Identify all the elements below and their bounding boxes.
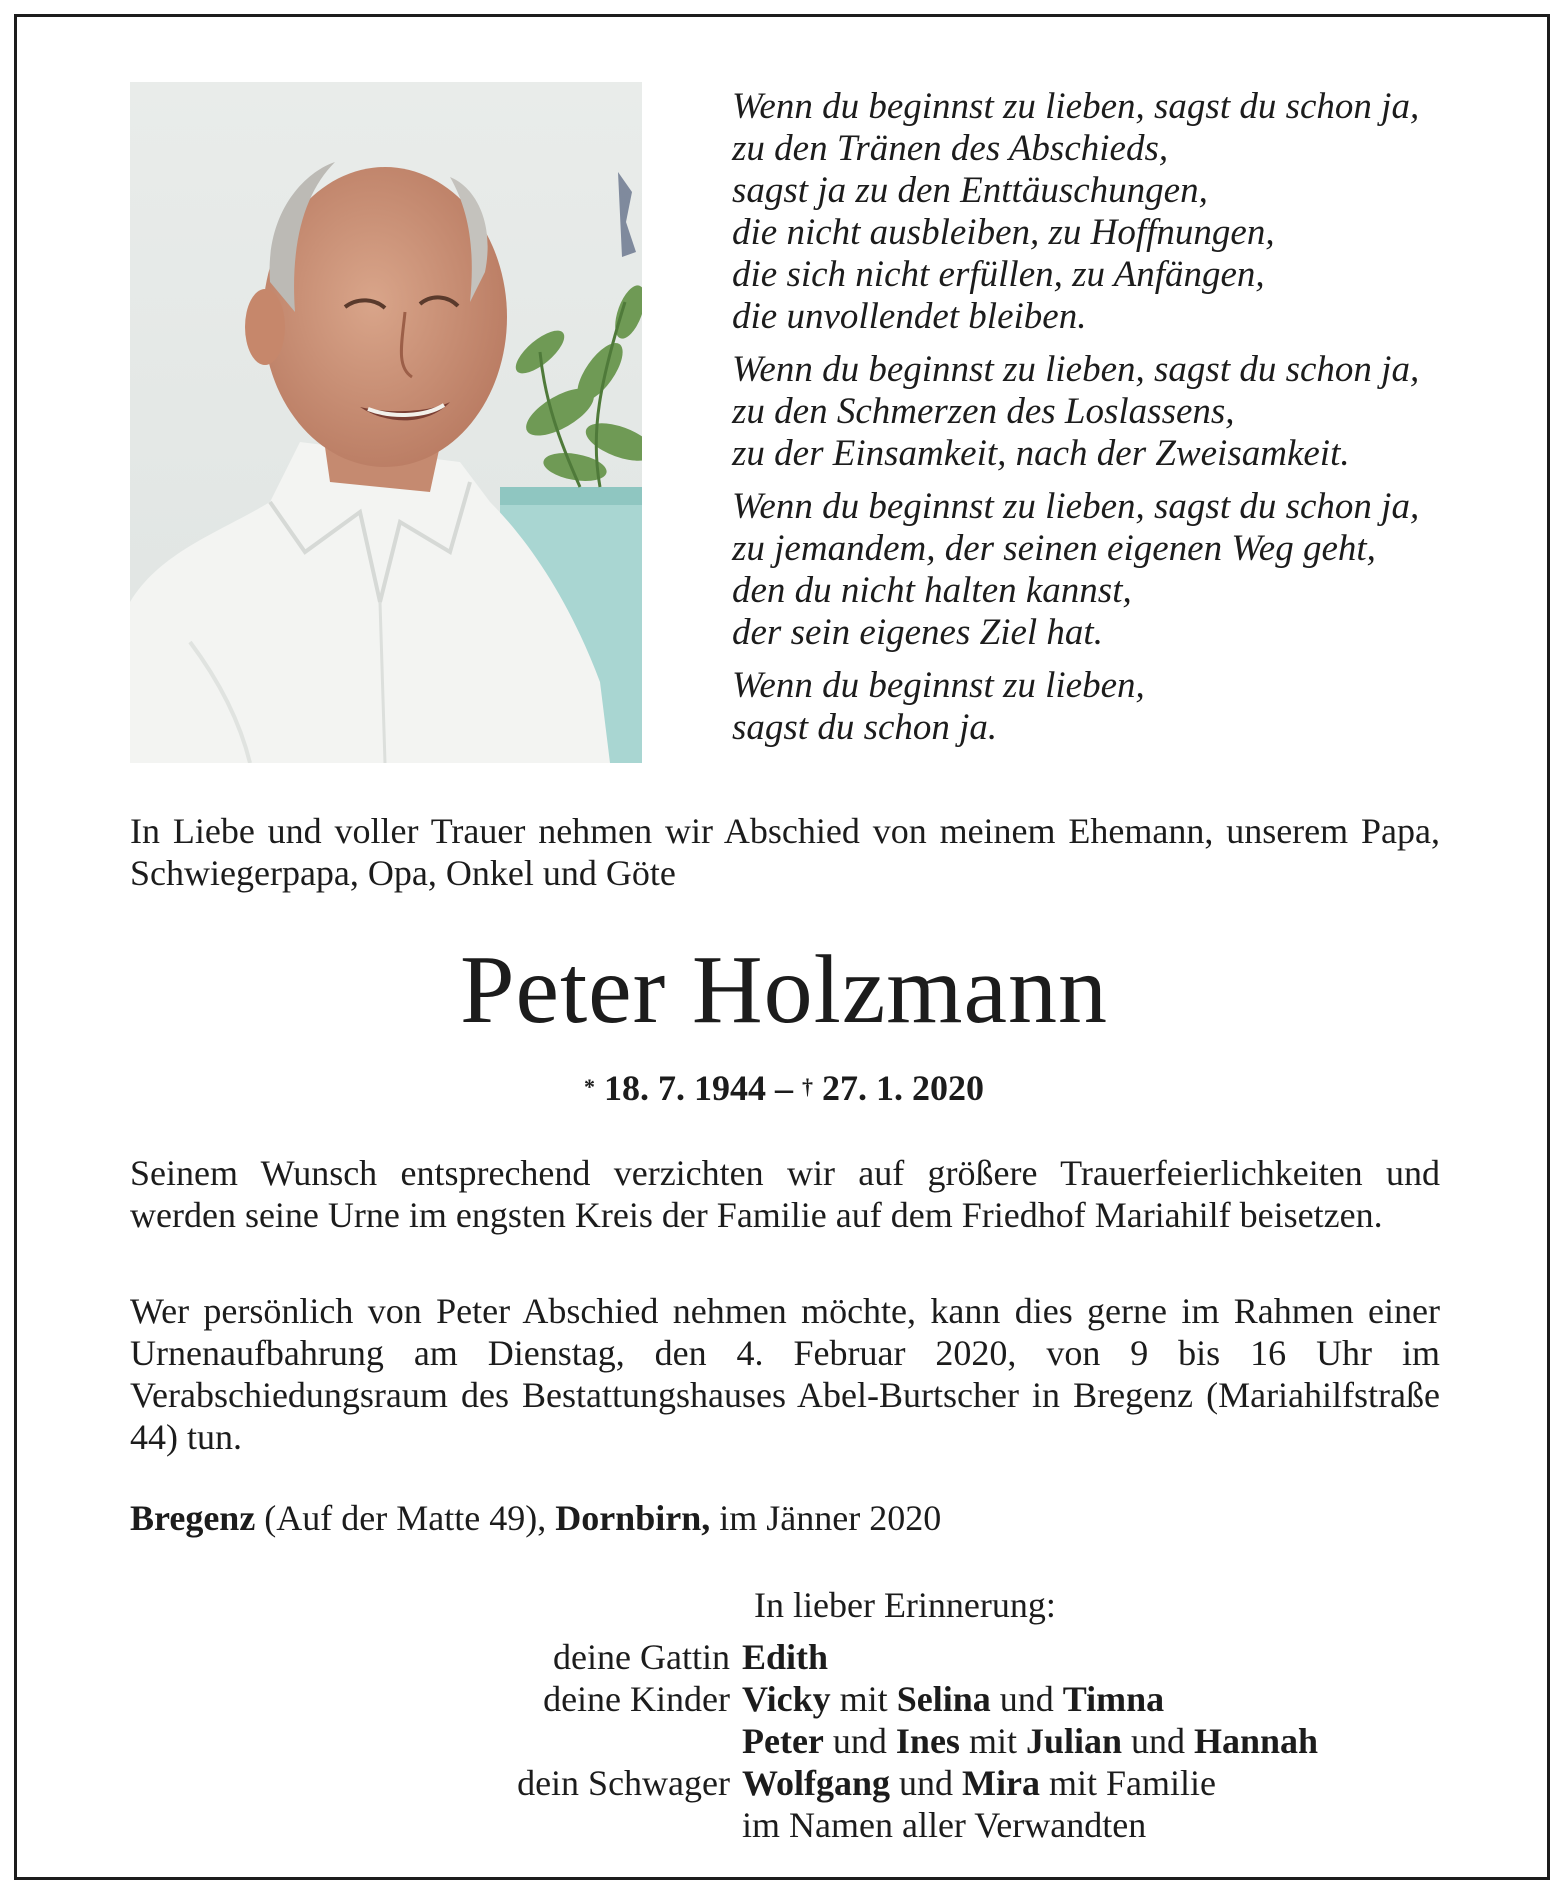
place-date-line bbox=[130, 1497, 1440, 1539]
poem-line: zu jemandem, der seinen eigenen Weg geht, bbox=[732, 528, 1376, 569]
connector: und bbox=[890, 1763, 963, 1803]
family-name: Ines bbox=[895, 1721, 960, 1761]
memory-heading: In lieber Erinnerung: bbox=[754, 1585, 1056, 1625]
family-names bbox=[742, 1636, 828, 1678]
family-name: Vicky bbox=[742, 1679, 831, 1719]
family-names bbox=[742, 1762, 1216, 1804]
place-city-1: Bregenz bbox=[130, 1498, 256, 1538]
relatives-line: im Namen aller Verwandten bbox=[742, 1805, 1147, 1845]
poem-line: zu der Einsamkeit, nach der Zweisamkeit. bbox=[732, 433, 1350, 474]
connector: und bbox=[990, 1679, 1063, 1719]
poem-line: zu den Tränen des Abschieds, bbox=[732, 128, 1169, 169]
poem-line: den du nicht halten kannst, bbox=[732, 570, 1132, 611]
family-names bbox=[742, 1678, 1164, 1720]
relation-label bbox=[130, 1804, 742, 1846]
family-row bbox=[130, 1762, 1530, 1804]
farewell-paragraph: Wer persönlich von Peter Abschied nehmen möchte, kann dies gerne im Rahmen einer Urnenaufbahrung am Dienstag, den 4. Februar 2020, von 9 bis 16 Uhr im Verabschiedungsraum des Bestattungshauses Abel-Burtscher in Bregenz (Mariahilfstraße 44) tun. bbox=[130, 1291, 1440, 1457]
connector: mit bbox=[830, 1679, 897, 1719]
intro-text: In Liebe und voller Trauer nehmen wir Abschied von meinem Ehemann, unserem Papa, Schwiegerpapa, Opa, Onkel und Göte bbox=[130, 811, 1440, 893]
death-date: 27. 1. 2020 bbox=[822, 1068, 984, 1108]
poem-line: Wenn du beginnst zu lieben, sagst du schon ja, bbox=[732, 86, 1420, 127]
place-city-2: Dornbirn, bbox=[555, 1498, 711, 1538]
poem-line: zu den Schmerzen des Loslassens, bbox=[732, 391, 1235, 432]
connector: und bbox=[1122, 1721, 1195, 1761]
poem-line: sagst du schon ja. bbox=[732, 707, 998, 748]
life-dates bbox=[0, 1066, 1568, 1115]
poem-line: die nicht ausbleiben, zu Hoffnungen, bbox=[732, 212, 1275, 253]
family-name: Peter bbox=[742, 1721, 824, 1761]
family-row bbox=[130, 1678, 1530, 1720]
birth-symbol: * bbox=[584, 1074, 595, 1099]
relation-label: deine Gattin bbox=[553, 1637, 730, 1677]
poem-stanza bbox=[732, 349, 1512, 475]
family-name: Edith bbox=[742, 1637, 829, 1677]
poem-line: die sich nicht erfüllen, zu Anfängen, bbox=[732, 254, 1265, 295]
family-name: Selina bbox=[896, 1679, 991, 1719]
family-name: Timna bbox=[1062, 1679, 1165, 1719]
deceased-name: Peter Holzmann bbox=[459, 936, 1109, 1044]
family-name: Hannah bbox=[1194, 1721, 1319, 1761]
family-name: Julian bbox=[1025, 1721, 1123, 1761]
family-names bbox=[742, 1720, 1318, 1762]
poem-line: Wenn du beginnst zu lieben, sagst du schon ja, bbox=[732, 349, 1420, 390]
connector: mit Familie bbox=[1040, 1763, 1216, 1803]
wish-paragraph: Seinem Wunsch entsprechend verzichten wir auf größere Trauerfeierlichkeiten und werden seine Urne im engsten Kreis der Familie auf dem Friedhof Mariahilf beisetzen. bbox=[130, 1153, 1440, 1235]
relation-label bbox=[130, 1720, 742, 1762]
relation-label: deine Kinder bbox=[543, 1679, 730, 1719]
family-list bbox=[130, 1636, 1530, 1846]
connector: mit bbox=[959, 1721, 1026, 1761]
place-date: im Jänner 2020 bbox=[710, 1498, 942, 1538]
poem bbox=[732, 86, 1512, 760]
death-symbol: † bbox=[802, 1074, 813, 1099]
connector: und bbox=[823, 1721, 896, 1761]
family-row bbox=[130, 1804, 1530, 1846]
birth-date: 18. 7. 1944 bbox=[604, 1068, 766, 1108]
family-name: Wolfgang bbox=[742, 1763, 891, 1803]
poem-stanza bbox=[732, 86, 1512, 338]
family-row bbox=[130, 1720, 1530, 1762]
date-dash: – bbox=[766, 1068, 802, 1108]
poem-line: Wenn du beginnst zu lieben, bbox=[732, 665, 1145, 706]
poem-line: Wenn du beginnst zu lieben, sagst du schon ja, bbox=[732, 486, 1420, 527]
poem-line: sagst ja zu den Enttäuschungen, bbox=[732, 170, 1208, 211]
family-name: Mira bbox=[962, 1763, 1040, 1803]
poem-line: der sein eigenes Ziel hat. bbox=[732, 612, 1103, 653]
relation-label: dein Schwager bbox=[517, 1763, 730, 1803]
poem-line: die unvollendet bleiben. bbox=[732, 296, 1087, 337]
portrait-photo bbox=[130, 82, 642, 763]
place-address: (Auf der Matte 49), bbox=[255, 1498, 556, 1538]
family-row bbox=[130, 1636, 1530, 1678]
poem-stanza bbox=[732, 486, 1512, 654]
poem-stanza bbox=[732, 665, 1512, 749]
